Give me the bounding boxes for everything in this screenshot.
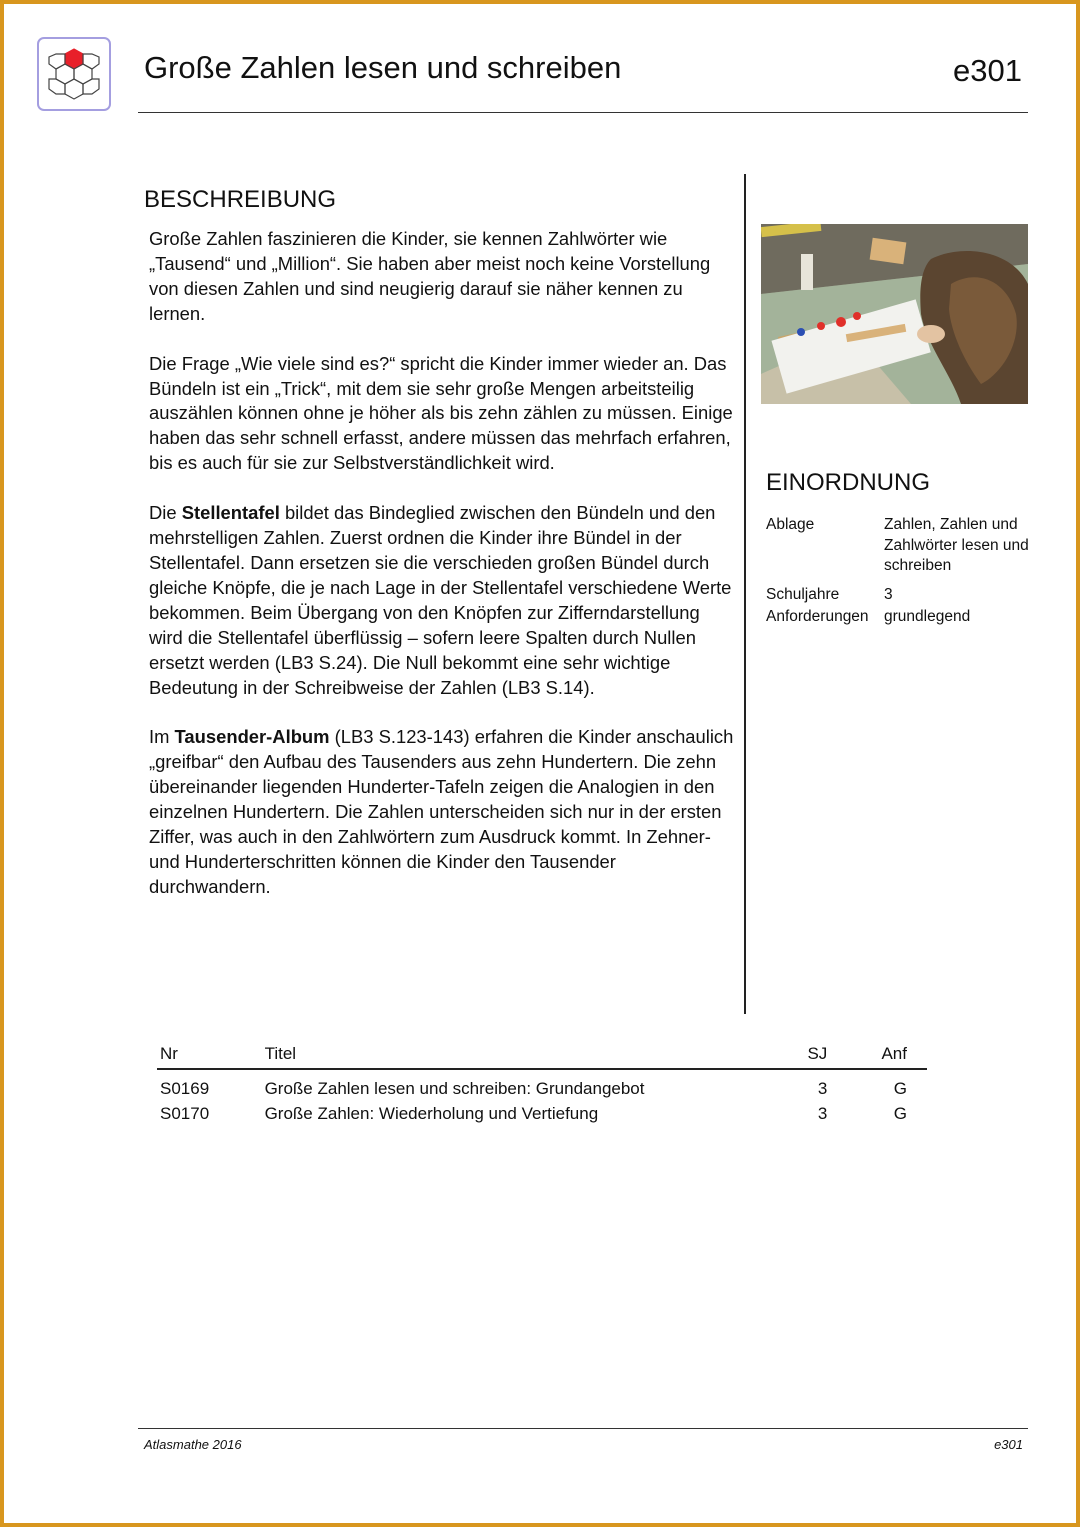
table-header [157, 1040, 927, 1070]
cell-sj: 3 [817, 1078, 828, 1098]
meta-key: Anforderungen [766, 608, 869, 625]
hexagon-logo-icon [43, 43, 105, 105]
meta-value: grundlegend [884, 608, 971, 625]
header-anf: Anf [881, 1044, 907, 1063]
cell-anf: G [893, 1078, 907, 1098]
meta-row-ablage [766, 515, 1044, 577]
header-divider [138, 112, 1028, 113]
column-divider [744, 174, 746, 1014]
meta-row-schuljahre [766, 585, 1044, 606]
cell-titel: Große Zahlen: Wiederholung und Vertiefung [264, 1103, 599, 1123]
stellentafel-term: Stellentafel [181, 502, 280, 524]
table-row [157, 1101, 927, 1126]
footer-code: e301 [994, 1437, 1023, 1452]
description-text [149, 227, 734, 925]
paragraph-1: Große Zahlen faszinieren die Kinder, sie kennen Zahlwörter wie „Tausend“ und „Million“. Sie haben aber meist noch keine Vorstellung von diesen Zahlen und sind neugierig darauf sie näher kennen zu lernen. [149, 228, 711, 324]
material-table [157, 1040, 927, 1126]
document-code: e301 [953, 53, 1022, 88]
meta-key: Schuljahre [766, 585, 840, 603]
child-working-photo-icon [761, 224, 1028, 404]
header-nr: Nr [160, 1044, 178, 1063]
cell-nr: S0169 [160, 1078, 210, 1098]
paragraph-4: Im Tausender-Album (LB3 S.123-143) erfahren die Kinder anschaulich „greifbar“ den Aufbau des Tausenders aus zehn Hundertern. Die zehn übereinander liegenden Hunderter-Tafeln zeigen die Analogien in den einzelnen Hundertern. Die Zahlen unterscheiden sich nur in der ersten Ziffer, was auch in den Zahlwörtern zum Ausdruck kommt. In Zehner- und Hunderterschritten können die Kinder den Tausender durchwandern. [149, 726, 734, 897]
footer-source: Atlasmathe 2016 [144, 1437, 242, 1452]
cell-anf: G [893, 1103, 907, 1123]
einordnung-heading: EINORDNUNG [766, 469, 931, 496]
paragraph-3: Die Stellentafel bildet das Bindeglied zwischen den Bündeln und den mehrstelligen Zahlen. Zuerst ordnen die Kinder ihre Bündel in der Stellentafel. Dann ersetzen sie die verschieden großen Bündel durch gleiche Knöpfe, die je nach Lage in der Stellentafel verschiedene Werte bekommen. Beim Übergang von den Knöpfen zur Zifferndarstellung wird die Stellentafel überflüssig – sofern leere Spalten durch Nullen ersetzt werden (LB3 S.24). Die Null bekommt eine sehr wichtige Bedeutung in der Schreibweise der Zahlen (LB3 S.14). [149, 502, 732, 698]
logo [37, 37, 111, 111]
page-title: Große Zahlen lesen und schreiben [144, 50, 622, 85]
tausender-album-term: Tausender-Album [174, 726, 330, 748]
paragraph-2: Die Frage „Wie viele sind es?“ spricht die Kinder immer wieder an. Das Bündeln ist ein „Trick“, mit dem sie sehr große Mengen arbeitsteilig auszählen können ohne je höher als bis zehn zählen zu müssen. Einige haben das sehr schnell erfasst, andere müssen das mehrfach erfahren, bis es auch für sie zur Selbstverständlichkeit wird. [149, 352, 733, 474]
cell-titel: Große Zahlen lesen und schreiben: Grundangebot [264, 1078, 645, 1098]
meta-key: Ablage [766, 516, 815, 533]
meta-row-anforderungen [766, 607, 1044, 628]
meta-value: 3 [884, 585, 893, 603]
header-titel: Titel [264, 1044, 297, 1063]
meta-value: Zahlen, Zahlen und Zahlwörter lesen und schreiben [884, 516, 1029, 574]
cell-nr: S0170 [160, 1103, 210, 1123]
classification-list [766, 515, 1044, 636]
header-sj: SJ [807, 1044, 828, 1063]
table-row [157, 1076, 927, 1101]
cell-sj: 3 [817, 1103, 828, 1123]
classroom-photo [761, 224, 1028, 404]
footer-divider [138, 1428, 1028, 1429]
beschreibung-heading: BESCHREIBUNG [144, 186, 337, 213]
